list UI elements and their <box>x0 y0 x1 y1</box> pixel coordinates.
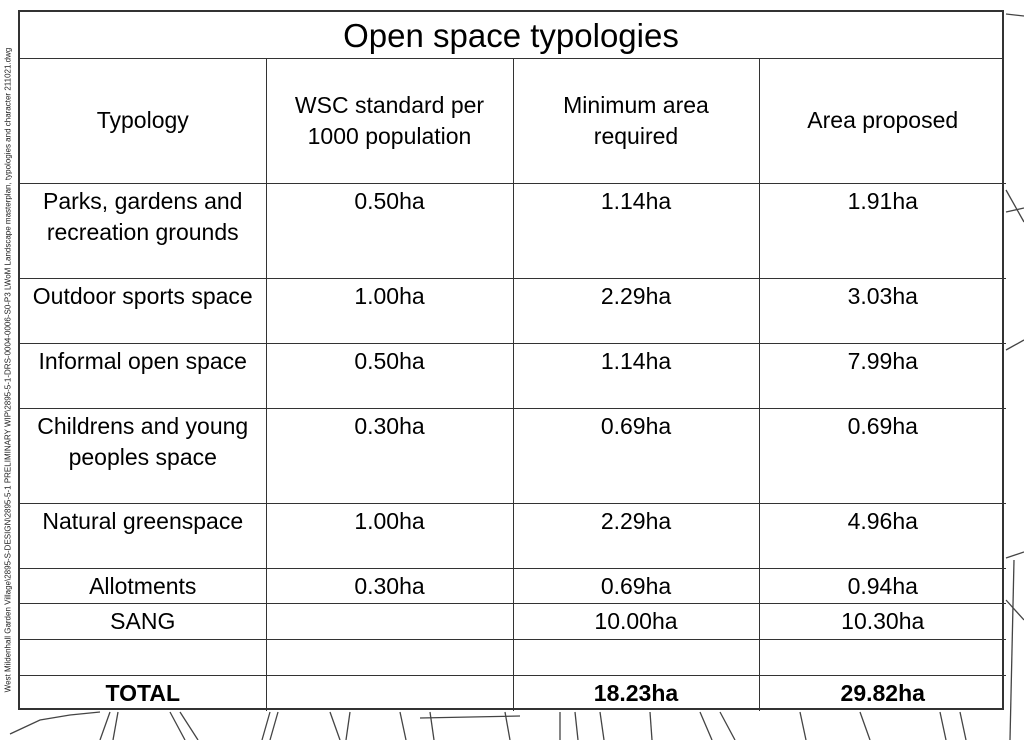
cell-typology: Informal open space <box>20 343 266 408</box>
cell-typology: SANG <box>20 603 266 639</box>
cell-standard: 0.30ha <box>266 408 513 503</box>
total-minimum: 18.23ha <box>513 675 759 711</box>
table-row <box>20 603 1006 639</box>
cell-standard: 0.30ha <box>266 568 513 603</box>
header-area-proposed: Area proposed <box>759 59 1006 183</box>
cell-typology <box>20 639 266 675</box>
total-label: TOTAL <box>20 675 266 711</box>
cell-minimum <box>513 639 759 675</box>
cell-proposed: 4.96ha <box>759 503 1006 568</box>
cell-standard: 1.00ha <box>266 503 513 568</box>
open-space-table-panel <box>18 10 1004 710</box>
table-row <box>20 343 1006 408</box>
cell-typology: Parks, gardens and recreation grounds <box>20 183 266 278</box>
cell-minimum: 0.69ha <box>513 408 759 503</box>
total-proposed: 29.82ha <box>759 675 1006 711</box>
cell-typology: Allotments <box>20 568 266 603</box>
cell-typology: Natural greenspace <box>20 503 266 568</box>
open-space-table <box>20 59 1006 711</box>
header-typology: Typology <box>20 59 266 183</box>
cell-proposed: 0.94ha <box>759 568 1006 603</box>
cell-standard <box>266 639 513 675</box>
cell-minimum: 2.29ha <box>513 503 759 568</box>
header-wsc-standard: WSC standard per 1000 population <box>266 59 513 183</box>
header-minimum-area: Minimum area required <box>513 59 759 183</box>
table-row <box>20 568 1006 603</box>
cell-proposed: 7.99ha <box>759 343 1006 408</box>
cell-minimum: 10.00ha <box>513 603 759 639</box>
table-title: Open space typologies <box>20 12 1002 59</box>
table-total-row <box>20 675 1006 711</box>
drawing-file-path-text: West Mildenhall Garden Village\2895-S-DESIGN\2895-5-1 PRELIMINARY WIP\2895-5-1-DRS-0004-0006-S0-P3 LWoM Landscape masterplan, typologies and character 211021.dwg <box>3 47 13 693</box>
cell-standard: 1.00ha <box>266 278 513 343</box>
cell-proposed: 10.30ha <box>759 603 1006 639</box>
cell-minimum: 1.14ha <box>513 343 759 408</box>
cell-typology: Outdoor sports space <box>20 278 266 343</box>
cell-standard: 0.50ha <box>266 183 513 278</box>
cell-proposed: 0.69ha <box>759 408 1006 503</box>
table-row-empty <box>20 639 1006 675</box>
table-row <box>20 278 1006 343</box>
cell-minimum: 0.69ha <box>513 568 759 603</box>
cell-typology: Childrens and young peoples space <box>20 408 266 503</box>
table-row <box>20 183 1006 278</box>
table-row <box>20 408 1006 503</box>
cell-standard: 0.50ha <box>266 343 513 408</box>
cell-proposed: 1.91ha <box>759 183 1006 278</box>
table-header-row <box>20 59 1006 183</box>
cell-minimum: 2.29ha <box>513 278 759 343</box>
table-row <box>20 503 1006 568</box>
cell-standard <box>266 603 513 639</box>
total-standard <box>266 675 513 711</box>
cell-proposed: 3.03ha <box>759 278 1006 343</box>
cell-minimum: 1.14ha <box>513 183 759 278</box>
cell-proposed <box>759 639 1006 675</box>
